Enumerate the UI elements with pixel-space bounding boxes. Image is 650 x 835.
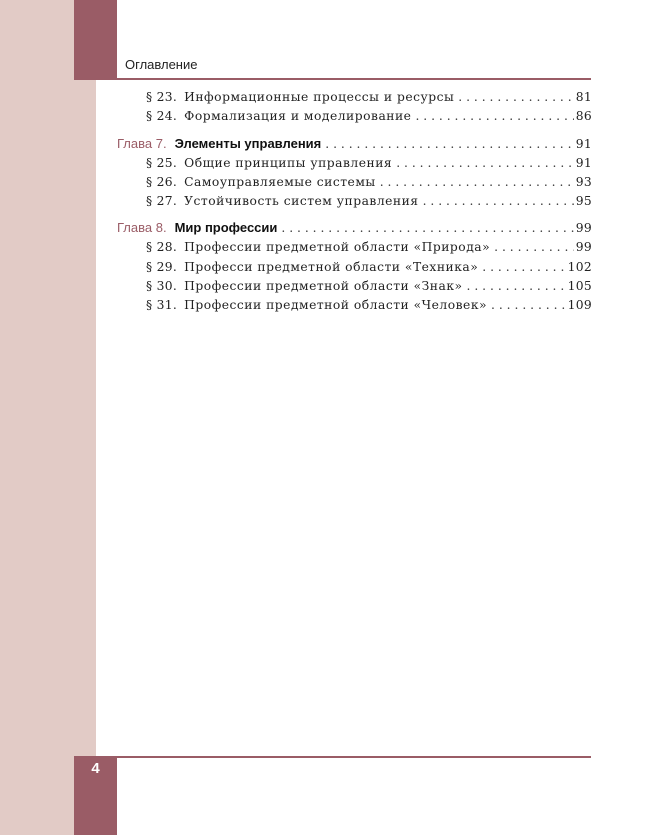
toc-chapter-7[interactable] — [117, 134, 592, 154]
section-title: Информационные процессы и ресурсы — [184, 90, 455, 104]
section-title: Профессии предметной области «Природа» — [184, 240, 491, 255]
page-ref: 81 — [575, 90, 592, 104]
page-ref: 99 — [575, 221, 592, 236]
section-number: § 31. — [146, 298, 178, 313]
dot-leader — [467, 277, 566, 296]
dot-leader — [423, 192, 574, 211]
section-number: § 30. — [146, 279, 178, 294]
toc-chapter-8[interactable] — [117, 218, 592, 238]
chapter-label: Глава 7. — [117, 135, 167, 151]
toc-entry-26[interactable] — [117, 173, 592, 192]
section-title: Формализация и моделирование — [184, 109, 412, 124]
dot-leader — [482, 258, 565, 277]
section-title: Самоуправляемые системы — [184, 174, 376, 189]
dot-leader — [494, 238, 574, 257]
dot-leader — [325, 134, 574, 154]
chapter-label: Глава 8. — [117, 220, 167, 236]
dot-leader — [415, 107, 573, 126]
toc-entry-27[interactable] — [117, 192, 592, 211]
section-number: § 25. — [146, 155, 178, 170]
section-title: Профессии предметной области «Человек» — [184, 298, 488, 313]
toc-entry-24[interactable] — [117, 107, 592, 126]
section-title: Професси предметной области «Техника» — [184, 259, 479, 274]
section-number: § 29. — [146, 259, 178, 274]
chapter-title: Мир профессии — [174, 220, 278, 236]
left-decorative-strip — [0, 0, 96, 835]
dot-leader — [281, 218, 573, 238]
page-ref: 91 — [575, 155, 592, 170]
dot-leader — [396, 154, 574, 173]
toc-entry-31[interactable] — [117, 296, 592, 315]
toc-entry-28[interactable] — [117, 238, 592, 257]
running-header-title: Оглавление — [125, 57, 198, 72]
page-ref: 91 — [575, 136, 592, 151]
header-rule — [74, 78, 591, 80]
dot-leader — [380, 173, 574, 192]
page-number: 4 — [91, 760, 100, 777]
dot-leader — [458, 88, 573, 107]
page-ref: 86 — [575, 109, 592, 124]
chapter-title: Элементы управления — [174, 135, 322, 151]
toc-entry-29[interactable] — [117, 258, 592, 277]
page-ref: 93 — [575, 174, 592, 189]
section-title: Профессии предметной области «Знак» — [184, 279, 463, 294]
page-ref: 109 — [567, 298, 592, 313]
section-number: § 23. — [146, 90, 178, 104]
toc-entry-23[interactable] — [117, 88, 592, 107]
section-number: § 27. — [146, 194, 178, 209]
page-ref: 105 — [567, 279, 592, 294]
section-number: § 28. — [146, 240, 178, 255]
table-of-contents — [117, 88, 592, 316]
footer-rule — [74, 756, 591, 758]
page-ref: 99 — [575, 240, 592, 255]
section-title: Устойчивость систем управления — [184, 194, 419, 209]
page-ref: 95 — [575, 194, 592, 209]
section-title: Общие принципы управления — [184, 155, 393, 170]
page-ref: 102 — [567, 259, 592, 274]
section-number: § 24. — [146, 109, 178, 124]
dot-leader — [491, 296, 566, 315]
section-number: § 26. — [146, 174, 178, 189]
toc-entry-25[interactable] — [117, 154, 592, 173]
header-accent-bar — [74, 0, 117, 79]
toc-entry-30[interactable] — [117, 277, 592, 296]
